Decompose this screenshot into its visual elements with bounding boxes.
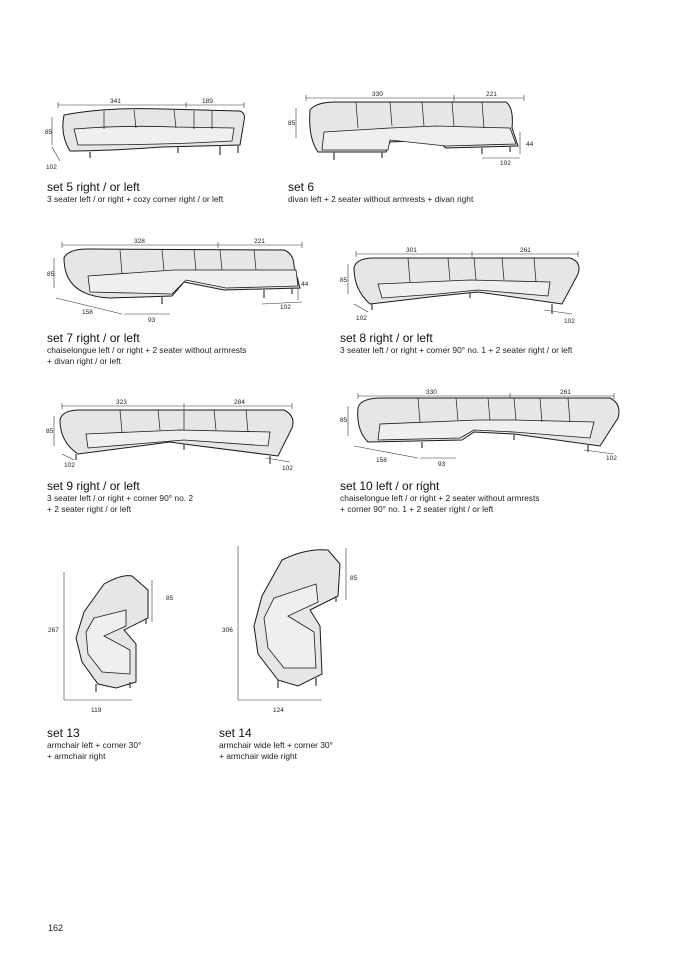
set-title: set 6 <box>288 180 315 194</box>
set-5-drawing <box>44 95 264 175</box>
set-6-drawing <box>286 88 546 170</box>
set-title: set 8 right / or left <box>340 331 433 345</box>
dimension-label: 44 <box>301 281 309 288</box>
set-title: set 10 left / or right <box>340 479 440 493</box>
set-10-caption <box>340 479 539 515</box>
set-9-drawing <box>44 396 304 478</box>
dimension-label: 102 <box>564 318 575 325</box>
dimension-label: 330 <box>426 389 437 396</box>
set-description: + 2 seater right / or left <box>47 504 132 514</box>
dimension-label: 102 <box>606 455 617 462</box>
set-6-caption <box>288 180 473 205</box>
set-14-caption <box>219 726 333 762</box>
set-description: chaiselongue left / or right + 2 seater without armrests <box>340 493 540 503</box>
dimension-label: 261 <box>560 389 571 396</box>
dimension-label: 124 <box>273 707 284 714</box>
set-title: set 14 <box>219 726 252 740</box>
set-description: + armchair wide right <box>219 751 297 761</box>
set-description: + corner 90° no. 1 + 2 seater right / or left <box>340 504 494 514</box>
dimension-label: 158 <box>82 309 93 316</box>
dimension-label: 221 <box>254 238 265 245</box>
dimension-label: 85 <box>47 271 55 278</box>
dimension-label: 261 <box>520 247 531 254</box>
dimension-label: 119 <box>91 707 102 714</box>
dimension-label: 102 <box>64 462 75 469</box>
set-title: set 7 right / or left <box>47 331 140 345</box>
dimension-label: 267 <box>48 627 59 634</box>
set-7-drawing <box>44 236 314 326</box>
dimension-label: 189 <box>202 98 213 105</box>
dimension-label: 102 <box>282 465 293 472</box>
set-description: 3 seater left / or right + corner 90° no. 2 <box>47 493 194 503</box>
set-title: set 5 right / or left <box>47 180 140 194</box>
dimension-label: 85 <box>288 120 296 127</box>
dimension-label: 93 <box>438 461 446 468</box>
dimension-label: 85 <box>45 129 53 136</box>
set-description: divan left + 2 seater without armrests + divan right <box>288 194 474 204</box>
set-description: armchair left + corner 30° <box>47 740 142 750</box>
dimension-label: 301 <box>406 247 417 254</box>
dimension-label: 102 <box>500 160 511 167</box>
set-10-drawing <box>338 386 628 472</box>
dimension-label: 85 <box>340 417 348 424</box>
set-description: armchair wide left + corner 30° <box>219 740 333 750</box>
dimension-label: 221 <box>486 91 497 98</box>
set-13-drawing <box>44 562 184 722</box>
set-13-caption <box>47 726 141 762</box>
dimension-label: 85 <box>166 595 174 602</box>
set-description: 3 seater left / or right + corner 90° no. 1 + 2 seater right / or left <box>340 345 573 355</box>
set-7-caption <box>47 331 246 367</box>
set-8-drawing <box>338 244 598 326</box>
set-5-caption <box>47 180 223 205</box>
dimension-label: 323 <box>116 399 127 406</box>
dimension-label: 306 <box>222 627 233 634</box>
set-description: + divan right / or left <box>47 356 121 366</box>
dimension-label: 44 <box>526 141 534 148</box>
set-description: + armchair right <box>47 751 106 761</box>
set-description: 3 seater left / or right + cozy corner right / or left <box>47 194 224 204</box>
dimension-label: 341 <box>110 98 121 105</box>
dimension-label: 330 <box>372 91 383 98</box>
dimension-label: 85 <box>46 428 54 435</box>
dimension-label: 158 <box>376 457 387 464</box>
set-14-drawing <box>218 540 368 722</box>
dimension-label: 102 <box>280 304 291 311</box>
page-number: 162 <box>48 923 64 933</box>
set-title: set 13 <box>47 726 80 740</box>
set-description: chaiselongue left / or right + 2 seater without armrests <box>47 345 247 355</box>
set-title: set 9 right / or left <box>47 479 140 493</box>
dimension-label: 102 <box>356 315 367 322</box>
dimension-label: 85 <box>350 575 358 582</box>
set-9-caption <box>47 479 193 515</box>
dimension-label: 284 <box>234 399 245 406</box>
dimension-label: 93 <box>148 317 156 324</box>
dimension-label: 85 <box>340 277 348 284</box>
set-8-caption <box>340 331 572 356</box>
dimension-label: 328 <box>134 238 145 245</box>
dimension-label: 102 <box>46 164 57 171</box>
